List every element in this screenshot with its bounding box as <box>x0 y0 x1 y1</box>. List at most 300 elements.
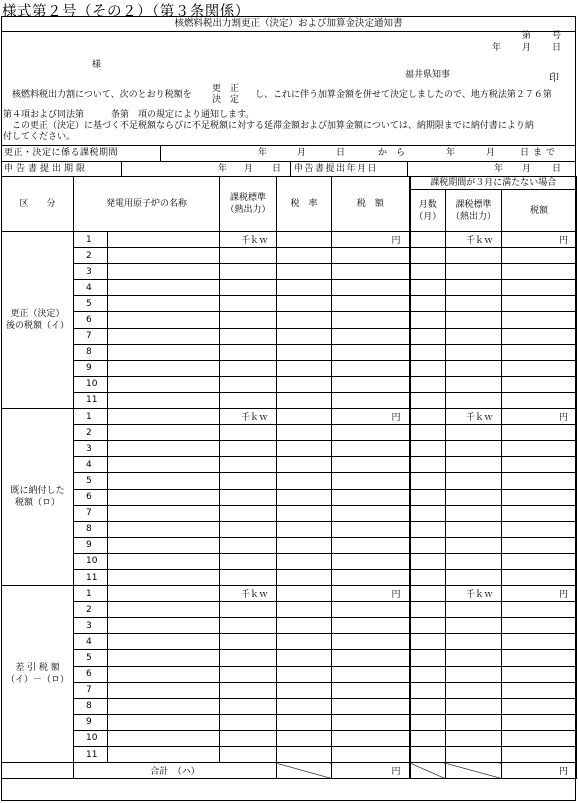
months-cell[interactable] <box>410 634 446 650</box>
table-row <box>2 586 577 602</box>
tax-rate-cell[interactable] <box>277 747 332 763</box>
row-number: 10 <box>74 730 108 746</box>
table-row <box>2 553 577 569</box>
tax-amount-short-cell[interactable] <box>502 425 577 441</box>
row-number: 11 <box>74 392 108 408</box>
reactor-name-cell[interactable] <box>108 569 220 585</box>
tax-amount-cell[interactable] <box>332 537 410 553</box>
table-row <box>2 264 577 280</box>
tax-rate-cell[interactable] <box>277 296 332 312</box>
tax-amount-short-cell[interactable] <box>502 682 577 698</box>
tax-base-short-cell[interactable] <box>446 264 502 280</box>
section-label-text: 更正（決定） 後の税額（イ） <box>5 309 69 332</box>
tax-base-short-cell[interactable] <box>446 618 502 634</box>
tax-amount-cell[interactable] <box>332 634 410 650</box>
tax-base-cell[interactable] <box>220 264 277 280</box>
tax-rate-cell[interactable] <box>277 698 332 714</box>
tax-base-cell[interactable] <box>220 280 277 296</box>
reactor-name-cell[interactable] <box>108 473 220 489</box>
tax-amount-short-cell[interactable] <box>502 296 577 312</box>
tax-base-cell[interactable] <box>220 360 277 376</box>
table-row <box>2 650 577 666</box>
table-row <box>2 618 577 634</box>
tax-base-short-cell[interactable] <box>446 489 502 505</box>
tax-base-cell[interactable] <box>220 457 277 473</box>
tax-rate-cell[interactable] <box>277 473 332 489</box>
tax-amount-cell[interactable]: 円 <box>332 232 410 248</box>
months-cell[interactable] <box>410 344 446 360</box>
tax-rate-cell[interactable] <box>277 441 332 457</box>
tax-rate-cell[interactable] <box>277 618 332 634</box>
tax-base-cell[interactable] <box>220 425 277 441</box>
tax-rate-cell[interactable] <box>277 730 332 746</box>
table-row <box>2 296 577 312</box>
tax-base-short-cell[interactable] <box>446 328 502 344</box>
reactor-name-cell[interactable] <box>108 698 220 714</box>
table-row <box>2 360 577 376</box>
tax-base-cell[interactable] <box>220 714 277 730</box>
reactor-name-cell[interactable] <box>108 521 220 537</box>
reactor-name-cell[interactable] <box>108 489 220 505</box>
months-cell[interactable] <box>410 730 446 746</box>
tax-amount-short-cell[interactable] <box>502 344 577 360</box>
tax-amount-short-cell[interactable]: 円 <box>502 232 577 248</box>
months-cell[interactable] <box>410 505 446 521</box>
tax-amount-cell[interactable] <box>332 747 410 763</box>
tax-amount-short-cell[interactable] <box>502 312 577 328</box>
tax-amount-cell[interactable] <box>332 457 410 473</box>
tax-base-short-cell[interactable]: 千ｋｗ <box>446 409 502 425</box>
months-cell[interactable] <box>410 280 446 296</box>
months-cell[interactable] <box>410 425 446 441</box>
tax-base-cell[interactable] <box>220 537 277 553</box>
tax-amount-short-cell[interactable]: 円 <box>502 586 577 602</box>
table-row <box>2 602 577 618</box>
tax-amount-short-cell[interactable] <box>502 698 577 714</box>
months-cell[interactable] <box>410 698 446 714</box>
col-kubun: 区 分 <box>2 177 74 232</box>
months-cell[interactable] <box>410 521 446 537</box>
tax-base-short-cell[interactable] <box>446 296 502 312</box>
tax-base-short-cell[interactable] <box>446 698 502 714</box>
tax-base-short-cell[interactable] <box>446 682 502 698</box>
table-row <box>2 730 577 746</box>
tax-rate-cell[interactable] <box>277 457 332 473</box>
months-cell[interactable] <box>410 312 446 328</box>
table-row <box>2 537 577 553</box>
tax-rate-cell[interactable] <box>277 344 332 360</box>
tax-base-short-cell[interactable] <box>446 312 502 328</box>
number-prefix: 第 <box>522 31 532 41</box>
reactor-name-cell[interactable] <box>108 232 220 248</box>
tax-amount-cell[interactable] <box>332 264 410 280</box>
tax-amount-cell[interactable] <box>332 602 410 618</box>
tax-rate-cell[interactable] <box>277 409 332 425</box>
addressee-sama: 様 <box>92 60 102 70</box>
table-row <box>2 392 577 408</box>
tax-amount-short-cell[interactable] <box>502 618 577 634</box>
table-row <box>2 698 577 714</box>
tax-base-short-cell[interactable] <box>446 376 502 392</box>
reactor-name-cell[interactable] <box>108 457 220 473</box>
tax-base-short-cell[interactable] <box>446 666 502 682</box>
tax-amount-cell[interactable] <box>332 521 410 537</box>
tax-amount-short-cell[interactable] <box>502 280 577 296</box>
months-cell[interactable] <box>410 650 446 666</box>
section-label <box>2 409 74 586</box>
reactor-name-cell[interactable] <box>108 441 220 457</box>
tax-base-short-cell[interactable] <box>446 280 502 296</box>
tax-amount-short-cell[interactable] <box>502 505 577 521</box>
tax-amount-cell[interactable] <box>332 682 410 698</box>
tax-amount-cell[interactable] <box>332 441 410 457</box>
tax-rate-cell[interactable] <box>277 264 332 280</box>
tax-base-cell[interactable] <box>220 312 277 328</box>
months-cell[interactable] <box>410 360 446 376</box>
tax-amount-short-cell[interactable] <box>502 457 577 473</box>
reactor-name-cell[interactable] <box>108 296 220 312</box>
months-cell[interactable] <box>410 376 446 392</box>
tax-amount-short-cell[interactable] <box>502 392 577 408</box>
row-number: 1 <box>74 232 108 248</box>
tax-amount-short-cell[interactable] <box>502 747 577 763</box>
tax-amount-short-cell[interactable]: 円 <box>502 409 577 425</box>
section-label <box>2 586 74 763</box>
reactor-name-cell[interactable] <box>108 730 220 746</box>
tax-rate-cell[interactable] <box>277 521 332 537</box>
reactor-name-cell[interactable] <box>108 328 220 344</box>
tax-rate-cell[interactable] <box>277 360 332 376</box>
tax-amount-short-cell[interactable] <box>502 264 577 280</box>
table-row <box>2 747 577 763</box>
tax-base-short-cell[interactable] <box>446 360 502 376</box>
months-cell[interactable] <box>410 618 446 634</box>
tax-base-cell[interactable] <box>220 473 277 489</box>
notice-line3: この更正（決定）に基づく不足税額ならびに不足税額に対する延滞金額および加算金額については、納期限までに納付書により納 <box>3 121 534 131</box>
tax-base-cell[interactable] <box>220 666 277 682</box>
notice-line1-a: 核燃料税出力割について、次のとおり税額を <box>12 90 192 100</box>
tax-rate-cell[interactable] <box>277 714 332 730</box>
months-cell[interactable] <box>410 296 446 312</box>
tax-base-cell[interactable]: 千ｋｗ <box>220 586 277 602</box>
tax-base-cell[interactable] <box>220 392 277 408</box>
months-cell[interactable] <box>410 248 446 264</box>
tax-rate-cell[interactable] <box>277 425 332 441</box>
tax-rate-cell[interactable] <box>277 376 332 392</box>
tax-amount-short-cell[interactable] <box>502 714 577 730</box>
reactor-name-cell[interactable] <box>108 682 220 698</box>
notice-line2: 第４項および同法第 条第 項の規定により通知します。 <box>3 110 255 120</box>
row-number: 11 <box>74 747 108 763</box>
tax-amount-cell[interactable] <box>332 553 410 569</box>
tax-amount-cell[interactable]: 円 <box>332 586 410 602</box>
tax-base-short-cell[interactable] <box>446 473 502 489</box>
tax-amount-cell[interactable] <box>332 698 410 714</box>
tax-base-cell[interactable]: 千ｋｗ <box>220 409 277 425</box>
row-number: 3 <box>74 618 108 634</box>
months-cell[interactable] <box>410 569 446 585</box>
tax-amount-cell[interactable] <box>332 666 410 682</box>
tax-rate-cell[interactable] <box>277 280 332 296</box>
tax-rate-cell[interactable] <box>277 634 332 650</box>
table-row <box>2 489 577 505</box>
tax-base-short-cell[interactable]: 千ｋｗ <box>446 586 502 602</box>
row-number: 2 <box>74 602 108 618</box>
months-cell[interactable] <box>410 392 446 408</box>
reactor-name-cell[interactable] <box>108 376 220 392</box>
row-number: 11 <box>74 569 108 585</box>
row-number: 6 <box>74 666 108 682</box>
tax-rate-cell[interactable] <box>277 650 332 666</box>
tax-base-cell[interactable] <box>220 376 277 392</box>
tax-amount-short-cell[interactable] <box>502 248 577 264</box>
tax-base-short-cell[interactable] <box>446 392 502 408</box>
tax-amount-cell[interactable] <box>332 248 410 264</box>
reactor-name-cell[interactable] <box>108 666 220 682</box>
total-rate-void <box>277 763 332 779</box>
tax-base-cell[interactable] <box>220 730 277 746</box>
months-cell[interactable] <box>410 328 446 344</box>
months-cell[interactable] <box>410 602 446 618</box>
col-tax-base-short-text: 課税標準 （熱出力） <box>451 199 497 222</box>
tax-base-short-cell[interactable] <box>446 248 502 264</box>
months-cell[interactable] <box>410 409 446 425</box>
tax-amount-cell[interactable] <box>332 296 410 312</box>
tax-amount-cell[interactable] <box>332 650 410 666</box>
col-months-text: 月数 （月） <box>414 199 442 222</box>
tax-base-cell[interactable] <box>220 618 277 634</box>
tax-base-short-cell[interactable] <box>446 650 502 666</box>
row-number: 6 <box>74 489 108 505</box>
table-row <box>2 409 577 425</box>
total-tax-amount-short-cell[interactable]: 円 <box>502 763 577 779</box>
months-cell[interactable] <box>410 232 446 248</box>
tax-amount-short-cell[interactable] <box>502 730 577 746</box>
tax-amount-short-cell[interactable] <box>502 328 577 344</box>
tax-amount-short-cell[interactable] <box>502 360 577 376</box>
reactor-name-cell[interactable] <box>108 602 220 618</box>
tax-base-cell[interactable] <box>220 344 277 360</box>
tax-amount-short-cell[interactable] <box>502 521 577 537</box>
col-tax-base <box>220 177 277 232</box>
reactor-name-cell[interactable] <box>108 586 220 602</box>
tax-amount-short-cell[interactable] <box>502 650 577 666</box>
tax-base-short-cell[interactable] <box>446 553 502 569</box>
reactor-name-cell[interactable] <box>108 747 220 763</box>
tax-base-cell[interactable] <box>220 441 277 457</box>
total-months-void <box>410 763 446 779</box>
tax-amount-cell[interactable]: 円 <box>332 409 410 425</box>
tax-amount-short-cell[interactable] <box>502 473 577 489</box>
tax-base-cell[interactable] <box>220 698 277 714</box>
months-cell[interactable] <box>410 537 446 553</box>
tax-amount-short-cell[interactable] <box>502 666 577 682</box>
reactor-name-cell[interactable] <box>108 264 220 280</box>
tax-base-cell[interactable] <box>220 553 277 569</box>
notice-line4: 付してください。 <box>3 132 76 142</box>
tax-amount-cell[interactable] <box>332 425 410 441</box>
reactor-name-cell[interactable] <box>108 425 220 441</box>
tax-amount-cell[interactable] <box>332 312 410 328</box>
tax-base-short-cell[interactable] <box>446 521 502 537</box>
tax-amount-short-cell[interactable] <box>502 376 577 392</box>
tax-rate-cell[interactable] <box>277 328 332 344</box>
tax-amount-cell[interactable] <box>332 730 410 746</box>
table-row <box>2 248 577 264</box>
tax-base-short-cell[interactable] <box>446 425 502 441</box>
tax-amount-cell[interactable] <box>332 618 410 634</box>
reactor-name-cell[interactable] <box>108 360 220 376</box>
months-cell[interactable] <box>410 473 446 489</box>
reactor-name-cell[interactable] <box>108 248 220 264</box>
tax-base-short-cell[interactable] <box>446 344 502 360</box>
tax-rate-cell[interactable] <box>277 586 332 602</box>
tax-base-short-cell[interactable] <box>446 747 502 763</box>
tax-amount-short-cell[interactable] <box>502 537 577 553</box>
tax-base-short-cell[interactable] <box>446 441 502 457</box>
tax-amount-cell[interactable] <box>332 280 410 296</box>
period-year-start: 年 <box>258 148 268 158</box>
months-cell[interactable] <box>410 489 446 505</box>
tax-base-short-cell[interactable] <box>446 537 502 553</box>
tax-amount-short-cell[interactable] <box>502 441 577 457</box>
tax-base-cell[interactable] <box>220 650 277 666</box>
table-row <box>2 666 577 682</box>
tax-rate-cell[interactable] <box>277 489 332 505</box>
tax-base-short-cell[interactable] <box>446 505 502 521</box>
reactor-name-cell[interactable] <box>108 618 220 634</box>
row-number: 7 <box>74 328 108 344</box>
period-month-start: 月 <box>297 148 307 158</box>
reactor-name-cell[interactable] <box>108 650 220 666</box>
months-cell[interactable] <box>410 457 446 473</box>
row-number: 5 <box>74 296 108 312</box>
reactor-name-cell[interactable] <box>108 537 220 553</box>
table-row <box>2 682 577 698</box>
reactor-name-cell[interactable] <box>108 505 220 521</box>
row-number: 1 <box>74 586 108 602</box>
row-number: 7 <box>74 682 108 698</box>
tax-base-cell[interactable] <box>220 296 277 312</box>
tax-amount-cell[interactable] <box>332 360 410 376</box>
tax-base-cell[interactable] <box>220 747 277 763</box>
tax-base-cell[interactable] <box>220 569 277 585</box>
months-cell[interactable] <box>410 441 446 457</box>
tax-rate-cell[interactable] <box>277 505 332 521</box>
table-row <box>2 328 577 344</box>
reactor-name-cell[interactable] <box>108 344 220 360</box>
tax-amount-cell[interactable] <box>332 328 410 344</box>
tax-base-cell[interactable] <box>220 602 277 618</box>
months-cell[interactable] <box>410 682 446 698</box>
filed-date-label: 申告書提出年月日 <box>294 164 379 174</box>
tax-rate-cell[interactable] <box>277 232 332 248</box>
reactor-name-cell[interactable] <box>108 409 220 425</box>
table-row <box>2 425 577 441</box>
total-tax-amount-cell[interactable]: 円 <box>332 763 410 779</box>
tax-rate-cell[interactable] <box>277 392 332 408</box>
tax-rate-cell[interactable] <box>277 248 332 264</box>
tax-amount-cell[interactable] <box>332 473 410 489</box>
total-label: 合計 （ハ） <box>74 763 277 779</box>
section-label-text: 既に納付した 税額（ロ） <box>10 486 65 509</box>
tax-rate-cell[interactable] <box>277 602 332 618</box>
table-row <box>2 441 577 457</box>
total-spacer <box>2 763 74 779</box>
months-cell[interactable] <box>410 586 446 602</box>
tax-amount-short-cell[interactable] <box>502 569 577 585</box>
reactor-name-cell[interactable] <box>108 634 220 650</box>
tax-amount-cell[interactable] <box>332 344 410 360</box>
tax-amount-cell[interactable] <box>332 489 410 505</box>
filed-year: 年 <box>494 164 504 174</box>
months-cell[interactable] <box>410 747 446 763</box>
tax-base-cell[interactable] <box>220 248 277 264</box>
tax-base-short-cell[interactable] <box>446 569 502 585</box>
col-tax-amount: 税 額 <box>332 177 410 232</box>
tax-base-cell[interactable] <box>220 682 277 698</box>
tax-amount-cell[interactable] <box>332 376 410 392</box>
tax-rate-cell[interactable] <box>277 682 332 698</box>
tax-amount-short-cell[interactable] <box>502 602 577 618</box>
tax-base-short-cell[interactable] <box>446 457 502 473</box>
tax-amount-cell[interactable] <box>332 505 410 521</box>
tax-base-cell[interactable]: 千ｋｗ <box>220 232 277 248</box>
tax-base-cell[interactable] <box>220 505 277 521</box>
tax-amount-short-cell[interactable] <box>502 553 577 569</box>
col-reactor-name: 発電用原子炉の名称 <box>74 177 220 232</box>
row-number: 5 <box>74 650 108 666</box>
table-row <box>2 312 577 328</box>
reactor-name-cell[interactable] <box>108 312 220 328</box>
reactor-name-cell[interactable] <box>108 714 220 730</box>
row-number: 2 <box>74 248 108 264</box>
reactor-name-cell[interactable] <box>108 280 220 296</box>
tax-base-cell[interactable] <box>220 521 277 537</box>
tax-rate-cell[interactable] <box>277 312 332 328</box>
table-row <box>2 344 577 360</box>
tax-base-cell[interactable] <box>220 328 277 344</box>
tax-base-short-cell[interactable] <box>446 730 502 746</box>
number-suffix: 号 <box>552 31 562 41</box>
months-cell[interactable] <box>410 666 446 682</box>
tax-amount-cell[interactable] <box>332 714 410 730</box>
tax-amount-cell[interactable] <box>332 392 410 408</box>
reactor-name-cell[interactable] <box>108 392 220 408</box>
months-cell[interactable] <box>410 264 446 280</box>
tax-rate-cell[interactable] <box>277 666 332 682</box>
months-cell[interactable] <box>410 714 446 730</box>
tax-base-short-cell[interactable] <box>446 602 502 618</box>
months-cell[interactable] <box>410 553 446 569</box>
tax-base-cell[interactable] <box>220 634 277 650</box>
tax-base-cell[interactable] <box>220 489 277 505</box>
reactor-name-cell[interactable] <box>108 553 220 569</box>
tax-amount-cell[interactable] <box>332 569 410 585</box>
tax-amount-short-cell[interactable] <box>502 634 577 650</box>
tax-base-short-cell[interactable] <box>446 634 502 650</box>
period-month-end: 月 <box>486 148 496 158</box>
row-number: 2 <box>74 425 108 441</box>
tax-rate-cell[interactable] <box>277 553 332 569</box>
tax-base-short-cell[interactable]: 千ｋｗ <box>446 232 502 248</box>
deadline-label: 申告書提出期限 <box>4 164 89 174</box>
tax-rate-cell[interactable] <box>277 569 332 585</box>
tax-amount-short-cell[interactable] <box>502 489 577 505</box>
tax-rate-cell[interactable] <box>277 537 332 553</box>
table-row <box>2 376 577 392</box>
tax-base-short-cell[interactable] <box>446 714 502 730</box>
